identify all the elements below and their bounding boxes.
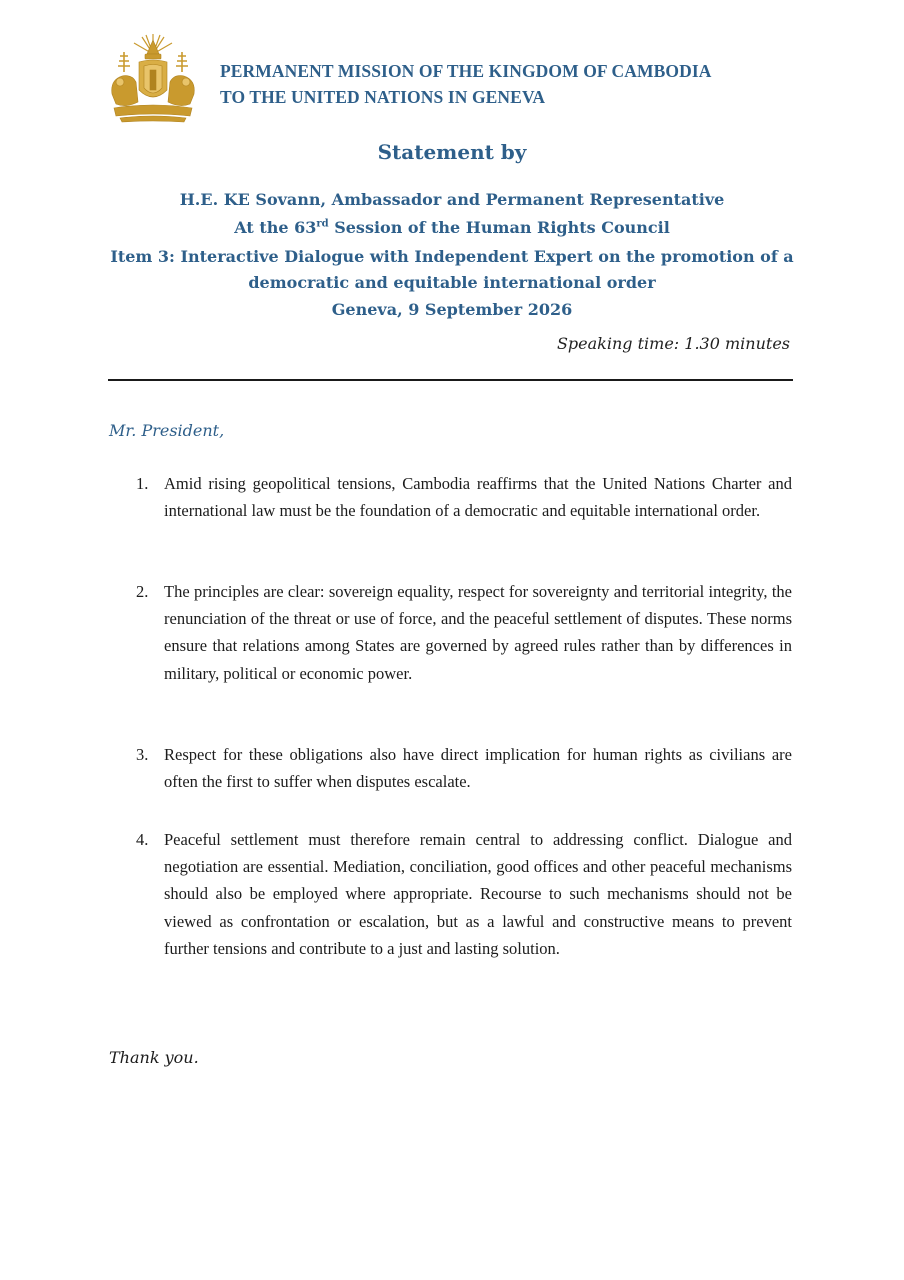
paragraph-number: 1. xyxy=(136,474,149,493)
session-prefix: At the 63 xyxy=(234,218,317,237)
paragraph-1 xyxy=(136,470,792,524)
item-line-2: democratic and equitable international order xyxy=(248,273,656,292)
session-line xyxy=(0,214,904,242)
place-date-line: Geneva, 9 September 2026 xyxy=(331,300,573,319)
paragraph-3 xyxy=(136,741,792,795)
salutation: Mr. President, xyxy=(109,421,225,440)
statement-heading-block xyxy=(0,186,904,324)
paragraph-number: 2. xyxy=(136,582,149,601)
session-suffix: Session of the Human Rights Council xyxy=(328,218,670,237)
session-ordinal: rd xyxy=(316,218,329,230)
header-divider xyxy=(108,379,793,381)
statement-title: Statement by xyxy=(377,140,527,164)
cambodia-royal-arms-icon xyxy=(106,32,200,124)
item-line-1: Item 3: Interactive Dialogue with Independent Expert on the promotion of a xyxy=(110,247,794,266)
mission-header xyxy=(220,58,840,110)
paragraph-number: 4. xyxy=(136,830,149,849)
paragraph-text: Respect for these obligations also have direct implication for human rights as civilians are often the first to suffer when disputes escalate. xyxy=(164,745,792,792)
closing: Thank you. xyxy=(109,1048,199,1067)
paragraph-number: 3. xyxy=(136,745,149,764)
paragraph-text: Amid rising geopolitical tensions, Cambodia reaffirms that the United Nations Charter and international law must be the foundation of a democratic and equitable international order. xyxy=(164,474,792,521)
paragraph-4 xyxy=(136,826,792,962)
paragraph-2 xyxy=(136,578,792,687)
mission-line-2: TO THE UNITED NATIONS IN GENEVA xyxy=(220,87,546,107)
paragraph-text: Peaceful settlement must therefore remain central to addressing conflict. Dialogue and negotiation are essential. Mediation, conciliation, good offices and other peaceful mechanisms should also be employed where appropriate. Recourse to such mechanisms should not be viewed as confrontation or escalation, but as a lawful and constructive means to prevent further tensions and contribute to a just and lasting solution. xyxy=(164,830,792,958)
speaker-line: H.E. KE Sovann, Ambassador and Permanent Representative xyxy=(179,190,725,209)
speaking-time: Speaking time: 1.30 minutes xyxy=(556,334,790,353)
paragraph-text: The principles are clear: sovereign equality, respect for sovereignty and territorial integrity, the renunciation of the threat or use of force, and the peaceful settlement of disputes. These norms ensure that relations among States are governed by agreed rules rather than by differences in military, political or economic power. xyxy=(164,582,792,683)
mission-line-1: PERMANENT MISSION OF THE KINGDOM OF CAMBODIA xyxy=(220,61,712,81)
